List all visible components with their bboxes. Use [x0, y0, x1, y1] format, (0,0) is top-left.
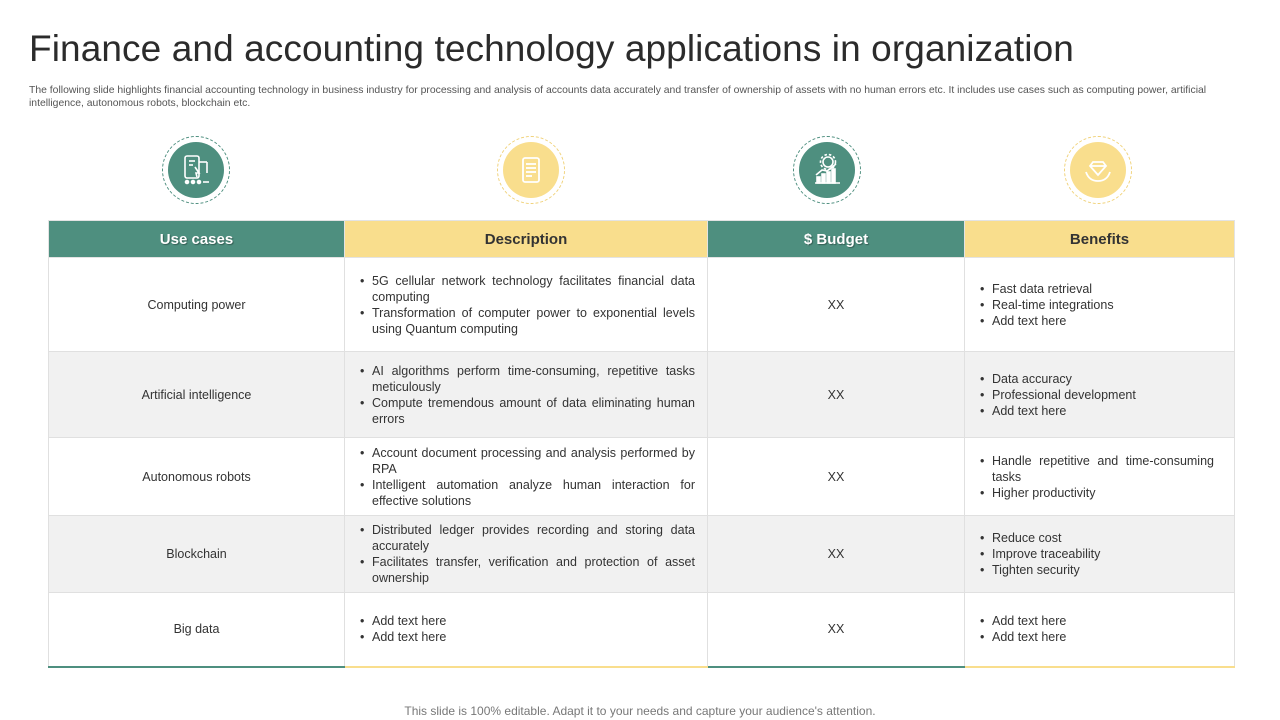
- description-item: • Distributed ledger provides recording and storing data accurately: [353, 522, 695, 554]
- description-cell: [345, 438, 708, 516]
- description-item: • Facilitates transfer, verification and protection of asset ownership: [353, 554, 695, 586]
- table-row: [49, 352, 1235, 438]
- use-case-cell: Artificial intelligence: [49, 352, 345, 438]
- benefits-cell: [965, 438, 1235, 516]
- benefit-item: • Real-time integrations: [973, 297, 1214, 313]
- header-use-cases: Use cases: [49, 221, 345, 258]
- header-description: Description: [345, 221, 708, 258]
- description-item: • 5G cellular network technology facilitates financial data computing: [353, 273, 695, 305]
- description-item: • Account document processing and analysis performed by RPA: [353, 445, 695, 477]
- benefit-item: • Add text here: [973, 613, 1214, 629]
- computer-flow-icon: [162, 136, 234, 208]
- benefit-item: • Add text here: [973, 313, 1214, 329]
- benefit-item: • Data accuracy: [973, 371, 1214, 387]
- growth-chart-gear-icon: [793, 136, 865, 208]
- benefit-item: • Tighten security: [973, 562, 1214, 578]
- budget-cell: XX: [708, 516, 965, 593]
- budget-cell: XX: [708, 593, 965, 667]
- description-item: • Compute tremendous amount of data eliminating human errors: [353, 395, 695, 427]
- header-budget: $ Budget: [708, 221, 965, 258]
- table-row: [49, 516, 1235, 593]
- table-row: [49, 438, 1235, 516]
- use-case-cell: Blockchain: [49, 516, 345, 593]
- description-item: • Add text here: [353, 629, 695, 645]
- use-case-cell: Computing power: [49, 258, 345, 352]
- description-cell: [345, 516, 708, 593]
- table-row: [49, 593, 1235, 667]
- page-subtitle: The following slide highlights financial accounting technology in business industry for processing and analysis of accounts data accurately and transfer of ownership of assets with no human errors etc. It includes use cases such as computing power, artificial intelligence, autonomous robots, blockchain etc.: [29, 85, 1207, 109]
- header-benefits: Benefits: [965, 221, 1235, 258]
- document-icon: [497, 136, 569, 208]
- benefit-item: • Reduce cost: [973, 530, 1214, 546]
- benefits-cell: [965, 593, 1235, 667]
- benefit-item: • Add text here: [973, 629, 1214, 645]
- benefits-cell: [965, 352, 1235, 438]
- description-cell: [345, 352, 708, 438]
- description-cell: [345, 258, 708, 352]
- description-item: • Transformation of computer power to exponential levels using Quantum computing: [353, 305, 695, 337]
- benefit-item: • Add text here: [973, 403, 1214, 419]
- table-header-row: [49, 221, 1235, 258]
- benefit-item: • Higher productivity: [973, 485, 1214, 501]
- footer-note: This slide is 100% editable. Adapt it to your needs and capture your audience's attention.: [404, 704, 876, 718]
- benefit-item: • Professional development: [973, 387, 1214, 403]
- budget-cell: XX: [708, 352, 965, 438]
- page-title: Finance and accounting technology applications in organization: [29, 28, 1074, 69]
- description-cell: [345, 593, 708, 667]
- table-row: [49, 258, 1235, 352]
- use-case-cell: Autonomous robots: [49, 438, 345, 516]
- benefits-cell: [965, 516, 1235, 593]
- benefit-item: • Handle repetitive and time-consuming tasks: [973, 453, 1214, 485]
- description-item: • Intelligent automation analyze human interaction for effective solutions: [353, 477, 695, 509]
- benefit-item: • Improve traceability: [973, 546, 1214, 562]
- description-item: • Add text here: [353, 613, 695, 629]
- budget-cell: XX: [708, 438, 965, 516]
- hand-gem-icon: [1064, 136, 1136, 208]
- use-case-cell: Big data: [49, 593, 345, 667]
- use-cases-table: [48, 220, 1235, 668]
- benefits-cell: [965, 258, 1235, 352]
- description-item: • AI algorithms perform time-consuming, repetitive tasks meticulously: [353, 363, 695, 395]
- benefit-item: • Fast data retrieval: [973, 281, 1214, 297]
- budget-cell: XX: [708, 258, 965, 352]
